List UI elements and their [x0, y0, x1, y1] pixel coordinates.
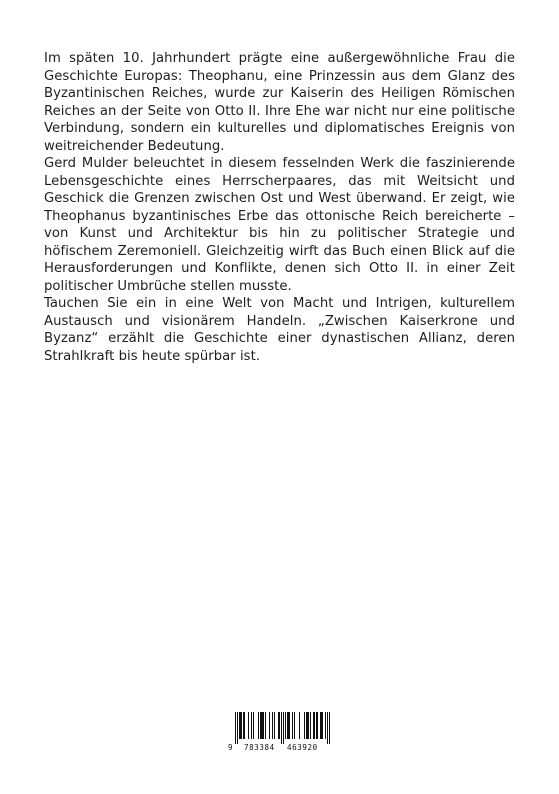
barcode-bar	[285, 712, 286, 739]
barcode-bar	[314, 712, 315, 739]
blurb-paragraph-3: Tauchen Sie ein in eine Welt von Macht und Intrigen, kulturellem Austausch und visionärem Handeln. „Zwischen Kaiserkrone und Byzanz“ erzählt die Geschichte einer dynastischen Allianz, deren Strahlkraft bis heute spürbar ist.	[44, 296, 515, 364]
barcode-bar	[289, 712, 290, 739]
barcode-bar	[263, 712, 264, 739]
barcode-bar	[262, 712, 263, 739]
barcode-bar	[313, 712, 314, 739]
barcode-bar	[306, 712, 307, 739]
barcode-bar	[279, 712, 280, 739]
barcode-bar	[278, 712, 279, 739]
barcode-bar	[274, 712, 275, 739]
barcode-bar	[237, 712, 238, 744]
barcode-bar	[304, 712, 305, 739]
barcode-bar	[243, 712, 244, 739]
barcode-bar	[265, 712, 266, 739]
barcode-bar	[322, 712, 323, 739]
barcode-bar	[239, 712, 240, 739]
barcode-bar	[307, 712, 308, 739]
barcode-bar	[251, 712, 252, 739]
blurb-paragraph-1: Im späten 10. Jahrhundert prägte eine außergewöhnliche Frau die Geschichte Europas: Theophanu, eine Prinzessin aus dem Glanz des Byzantinischen Reiches, wurde zur Kaiserin des Heiligen Römischen Reiches an der Seite von Otto II. Ihre Ehe war nicht nur eine politische Verbindung, sondern ein kulturelles und diplomatisches Ereignis von weitreichender Bedeutung.	[44, 51, 515, 154]
barcode-digits-right: 463920	[287, 743, 318, 752]
barcode-digit-first: 9	[228, 743, 233, 752]
barcode-bar	[327, 712, 328, 744]
barcode-bar	[241, 712, 242, 739]
barcode-bar	[288, 712, 289, 739]
barcode-bar	[235, 712, 236, 744]
barcode-bar	[260, 712, 261, 739]
barcode-bars	[227, 712, 335, 744]
barcode-bar	[272, 712, 273, 739]
blurb-text	[44, 50, 515, 365]
barcode-bar	[283, 712, 284, 744]
barcode-bar	[320, 712, 321, 739]
barcode-bar	[248, 712, 249, 739]
barcode-bar	[287, 712, 288, 739]
barcode-bar	[310, 712, 311, 739]
barcode-bar	[258, 712, 259, 739]
barcode-bar	[281, 712, 282, 744]
barcode-bar	[299, 712, 300, 739]
barcode-digits-left: 783384	[244, 743, 275, 752]
barcode-bar	[317, 712, 318, 739]
barcode-bar	[308, 712, 309, 739]
barcode-bar	[325, 712, 326, 739]
barcode-bar	[316, 712, 317, 739]
barcode-digits	[227, 743, 335, 755]
barcode-bar	[269, 712, 270, 739]
barcode-bar	[292, 712, 293, 739]
isbn-barcode	[227, 712, 335, 758]
barcode-bar	[321, 712, 322, 739]
blurb-paragraph-2: Gerd Mulder beleuchtet in diesem fesselnden Werk die faszinierende Lebensgeschichte eines Herrscherpaares, das mit Weitsicht und Geschick die Grenzen zwischen Ost und West überwand. Er zeigt, wie Theophanus byzantinisches Erbe das ottonische Reich bereicherte – von Kunst und Architektur bis hin zu politischer Strategie und höfischem Zeremoniell. Gleichzeitig wirft das Buch einen Blick auf die Herausforderungen und Konflikte, denen sich Otto II. in einer Zeit politischer Umbrüche stellen musste.	[44, 156, 515, 294]
barcode-bar	[294, 712, 295, 739]
barcode-bar	[244, 712, 245, 739]
barcode-bar	[329, 712, 330, 744]
barcode-bar	[240, 712, 241, 739]
barcode-bar	[261, 712, 262, 739]
barcode-bar	[253, 712, 254, 739]
